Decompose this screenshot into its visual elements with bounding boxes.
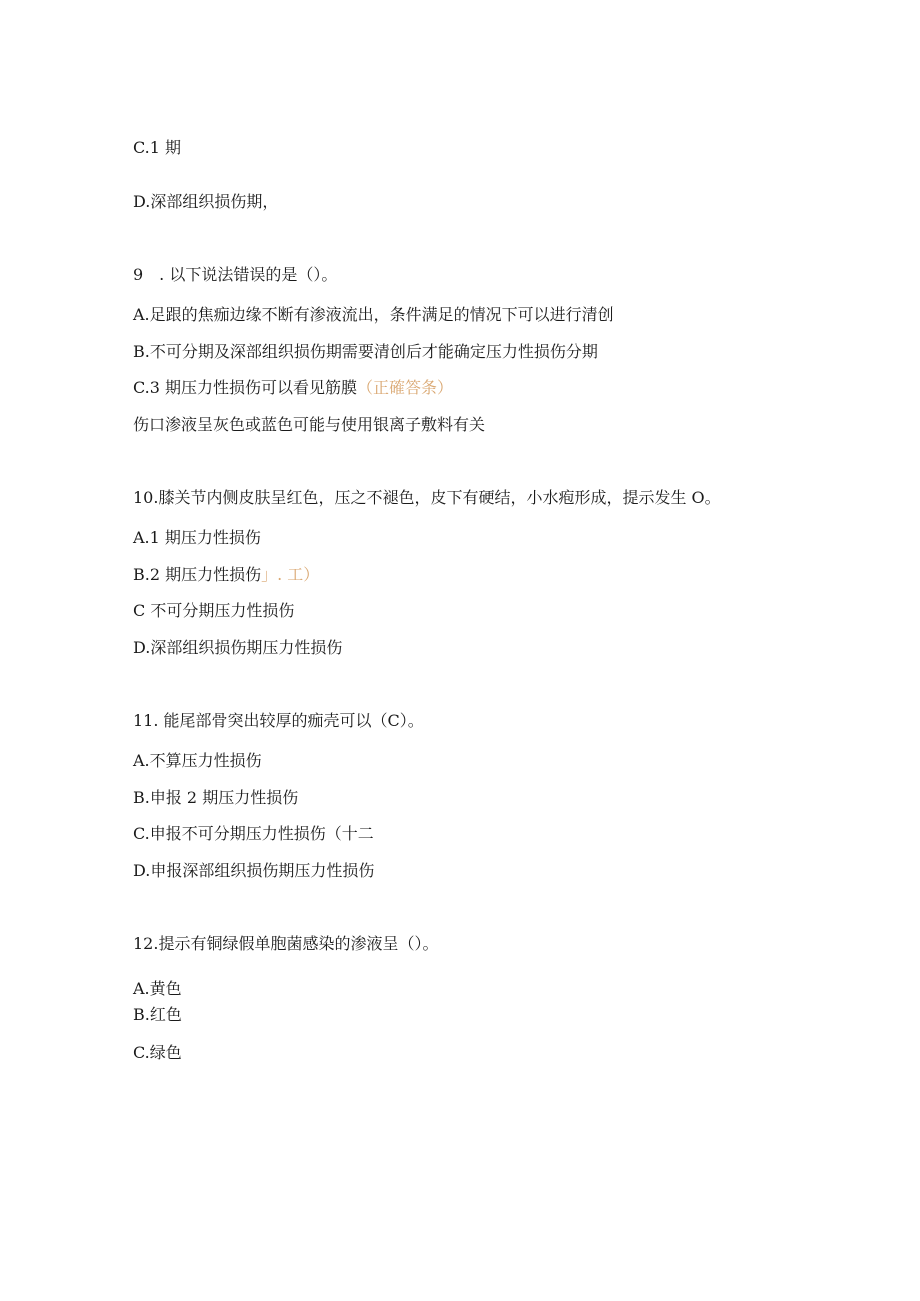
question-12-option-c: C.绿色 — [133, 1043, 182, 1062]
option-d-deep-tissue: D.深部组织损伤期， — [133, 192, 279, 211]
question-11-option-d: D.申报深部组织损伤期压力性损伤 — [133, 861, 375, 880]
question-11-option-b: B.申报 2 期压力性损伤 — [133, 788, 299, 807]
question-12-option-b: B.红色 — [133, 1005, 182, 1024]
answer-annotation: （正確答条） — [357, 378, 454, 397]
question-11-option-c: C.申报不可分期压力性损伤（十二 — [133, 824, 374, 843]
question-10-option-a: A.1 期压力性损伤 — [133, 528, 261, 547]
question-9: 9 . 以下说法错误的是（）。 — [133, 265, 338, 284]
question-9-option-d: 伤口渗液呈灰色或蓝色可能与使用银离子敷料有关 — [133, 415, 486, 434]
question-10-option-c: C 不可分期压力性损伤 — [133, 601, 295, 620]
question-10-option-d: D.深部组织损伤期压力性损伤 — [133, 638, 343, 657]
question-11-option-a: A.不算压力性损伤 — [133, 751, 262, 770]
question-12-option-a: A.黄色 — [133, 979, 182, 998]
question-12: 12.提示有铜绿假单胞菌感染的渗液呈（）。 — [133, 934, 439, 953]
question-10-option-b — [133, 565, 319, 585]
question-9-option-c-text: C.3 期压力性损伤可以看见筋膜 — [133, 378, 358, 397]
answer-annotation: 」. 工） — [261, 565, 320, 584]
question-9-option-b: B.不可分期及深部组织损伤期需要清创后才能确定压力性损伤分期 — [133, 342, 598, 361]
question-10: 10.膝关节内侧皮肤呈红色，压之不褪色，皮下有硬结，小水疱形成，提示发生 O。 — [133, 488, 721, 507]
question-9-option-c — [133, 378, 453, 398]
question-11: 11. 能尾部骨突出较厚的痂壳可以（C）。 — [133, 711, 424, 730]
option-c-stage1: C.1 期 — [133, 138, 182, 157]
question-9-option-a: A.足跟的焦痂边缘不断有渗液流出，条件满足的情况下可以进行清创 — [133, 305, 614, 324]
question-10-option-b-text: B.2 期压力性损伤 — [133, 565, 262, 584]
